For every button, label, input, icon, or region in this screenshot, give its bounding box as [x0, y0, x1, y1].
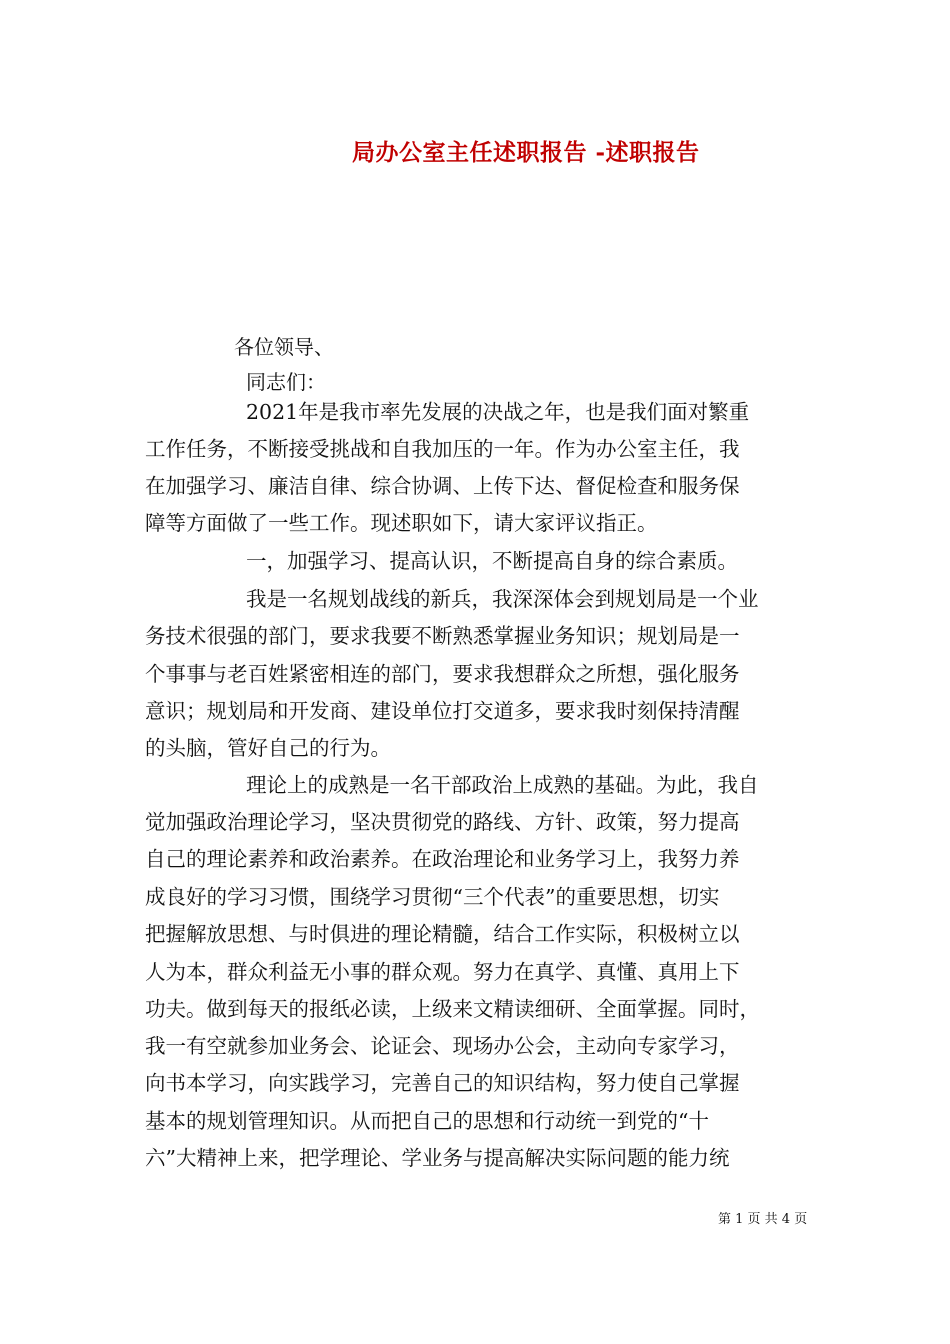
page-footer: 第 1 页 共 4 页	[718, 1212, 808, 1227]
body-line: 意识；规划局和开发商、建设单位打交道多，要求我时刻保持清醒	[145, 699, 740, 723]
greeting-comrades: 同志们：	[246, 370, 326, 394]
body-line: 自己的理论素养和政治素养。在政治理论和业务学习上，我努力养	[145, 847, 740, 871]
body-line: 我是一名规划战线的新兵，我深深体会到规划局是一个业	[246, 587, 759, 611]
body-line: 务技术很强的部门，要求我要不断熟悉掌握业务知识；规划局是一	[145, 624, 740, 648]
body-line: 六”大精神上来，把学理论、学业务与提高解决实际问题的能力统	[145, 1146, 730, 1170]
body-line: 个事事与老百姓紧密相连的部门，要求我想群众之所想，强化服务	[145, 662, 740, 686]
body-line: 把握解放思想、与时俱进的理论精髓，结合工作实际，积极树立以	[145, 922, 740, 946]
body-line: 工作任务，不断接受挑战和自我加压的一年。作为办公室主任，我	[145, 437, 740, 461]
body-line: 功夫。做到每天的报纸必读，上级来文精读细研、全面掌握。同时，	[145, 997, 760, 1021]
body-line: 我一有空就参加业务会、论证会、现场办公会，主动向专家学习，	[145, 1034, 740, 1058]
body-line: 觉加强政治理论学习，坚决贯彻党的路线、方针、政策，努力提高	[145, 810, 740, 834]
body-line: 理论上的成熟是一名干部政治上成熟的基础。为此，我自	[246, 773, 759, 797]
body-line: 一，加强学习、提高认识，不断提高自身的综合素质。	[246, 549, 738, 573]
body-line: 基本的规划管理知识。从而把自己的思想和行动统一到党的“十	[145, 1109, 709, 1133]
body-line: 2021年是我市率先发展的决战之年，也是我们面对繁重	[246, 400, 750, 424]
document-title: 局办公室主任述职报告 -述职报告	[352, 139, 700, 166]
body-line: 人为本，群众利益无小事的群众观。努力在真学、真懂、真用上下	[145, 960, 740, 984]
body-line: 向书本学习，向实践学习，完善自己的知识结构，努力使自己掌握	[145, 1071, 740, 1095]
greeting-leaders: 各位领导、	[234, 335, 334, 359]
body-line: 在加强学习、廉洁自律、综合协调、上传下达、督促检查和服务保	[145, 474, 740, 498]
body-line: 的头脑，管好自己的行为。	[145, 736, 391, 760]
body-line: 障等方面做了一些工作。现述职如下，请大家评议指正。	[145, 511, 658, 535]
body-line: 成良好的学习习惯，围绕学习贯彻“三个代表”的重要思想，切实	[145, 885, 720, 909]
